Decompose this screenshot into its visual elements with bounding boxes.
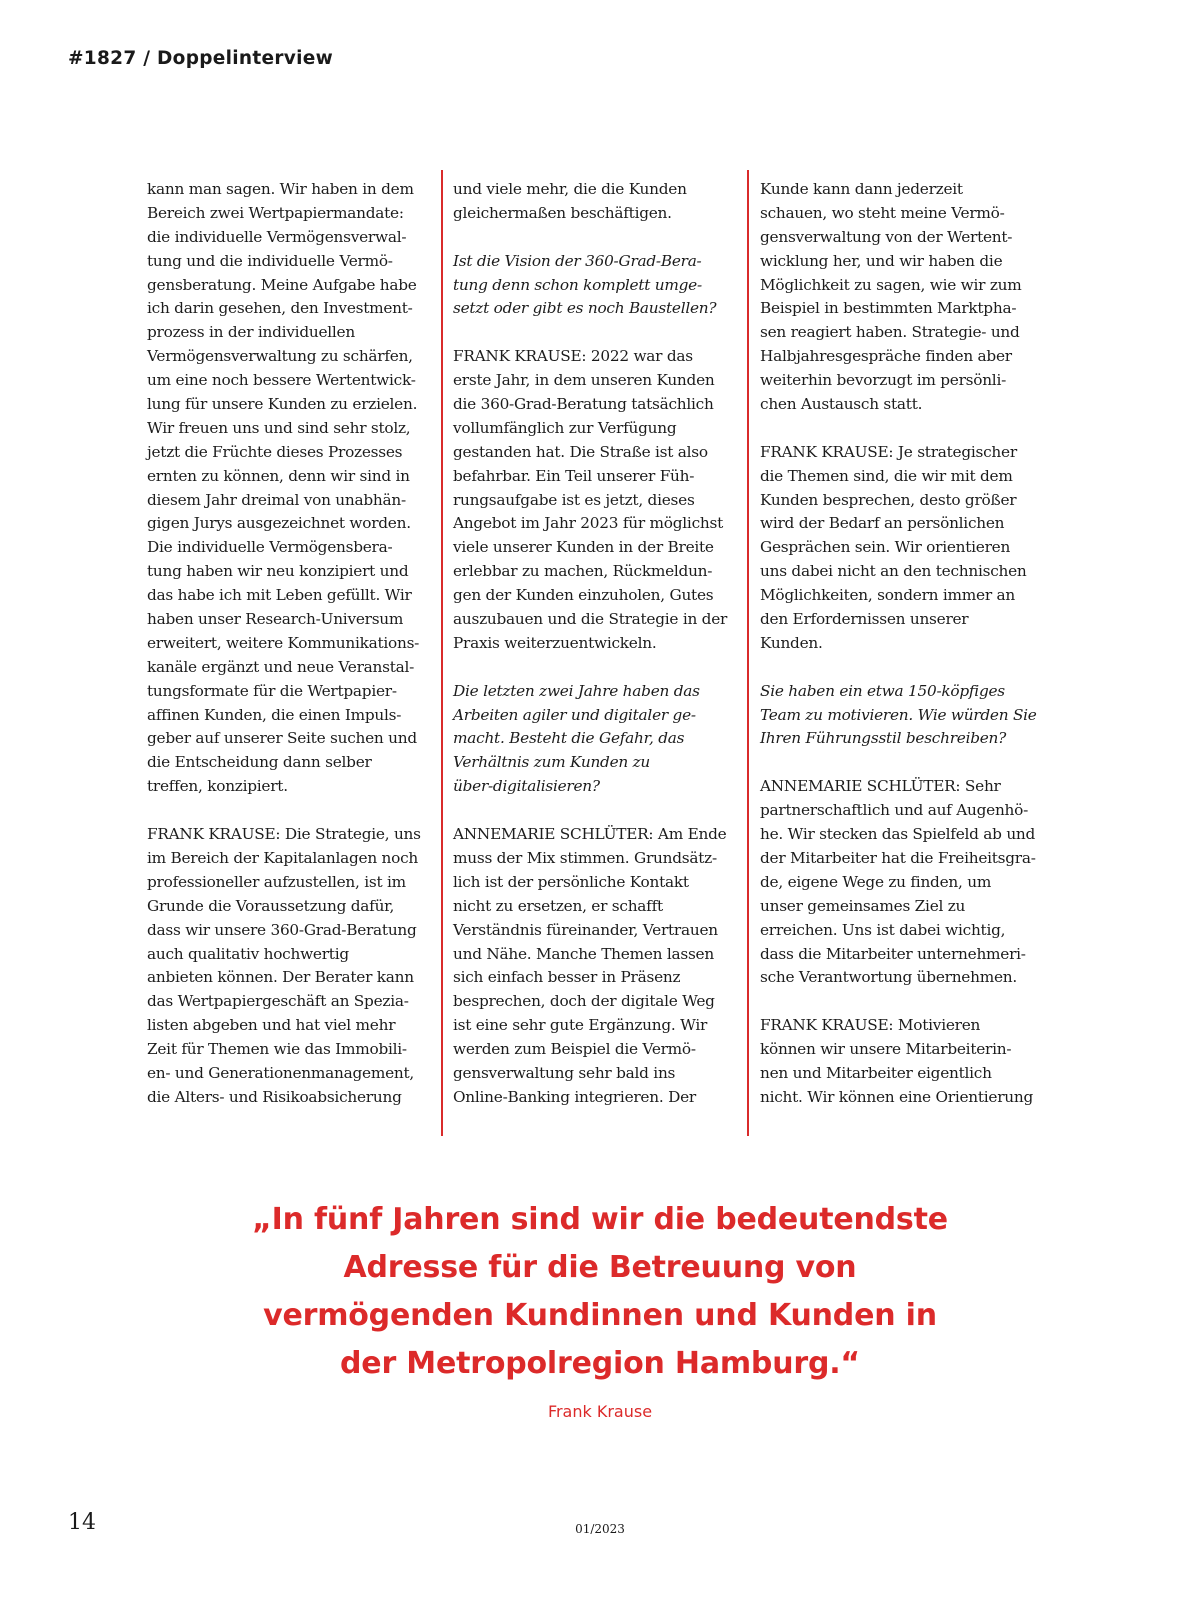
text-line: über-digitalisieren? xyxy=(453,777,600,796)
text-line: gleichermaßen beschäftigen. xyxy=(453,203,672,222)
text-line: haben unser Research-Universum xyxy=(147,610,404,629)
text-line: das habe ich mit Leben gefüllt. Wir xyxy=(147,586,412,605)
interview-question xyxy=(453,680,737,799)
pull-quote-attribution: Frank Krause xyxy=(547,1402,653,1421)
text-line: Gesprächen sein. Wir orientieren xyxy=(760,538,1011,557)
pull-quote-line: der Metropolregion Hamburg.“ xyxy=(340,1346,860,1381)
text-line: geber auf unserer Seite suchen und xyxy=(147,729,417,748)
issue-label: 01/2023 xyxy=(575,1522,625,1536)
text-line: im Bereich der Kapitalanlagen noch xyxy=(147,848,419,867)
text-line: auch qualitativ hochwertig xyxy=(147,944,349,963)
text-line: viele unserer Kunden in der Breite xyxy=(453,538,714,557)
text-line: sich einfach besser in Präsenz xyxy=(453,968,681,987)
paragraph-gap xyxy=(147,799,431,823)
pull-quote-line: „In fünf Jahren sind wir die bedeutendste xyxy=(252,1202,948,1237)
text-line: setzt oder gibt es noch Baustellen? xyxy=(453,299,717,318)
text-line: und viele mehr, die die Kunden xyxy=(453,180,687,198)
text-line: ANNEMARIE SCHLÜTER: Am Ende xyxy=(453,825,727,844)
text-line: anbieten können. Der Berater kann xyxy=(147,968,414,987)
text-line: ernten zu können, denn wir sind in xyxy=(147,466,410,485)
text-line: gensberatung. Meine Aufgabe habe xyxy=(147,275,417,294)
text-line: nicht. Wir können eine Orientierung xyxy=(760,1087,1034,1106)
text-line: dass die Mitarbeiter unternehmeri- xyxy=(760,944,1026,963)
text-line: befahrbar. Ein Teil unserer Füh- xyxy=(453,466,695,485)
text-line: vollumfänglich zur Verfügung xyxy=(453,418,677,437)
interview-answer xyxy=(760,441,1044,656)
interview-answer xyxy=(760,178,1044,417)
interview-answer xyxy=(760,775,1044,990)
text-line: lich ist der persönliche Kontakt xyxy=(453,872,689,891)
text-line: tungsformate für die Wertpapier- xyxy=(147,681,397,700)
paragraph-gap xyxy=(453,799,737,823)
text-column-1 xyxy=(147,178,431,1110)
text-line: Grunde die Voraussetzung dafür, xyxy=(147,896,395,915)
text-column-2 xyxy=(453,178,737,1110)
text-line: nen und Mitarbeiter eigentlich xyxy=(760,1063,992,1082)
page-header: #1827 / Doppelinterview xyxy=(68,48,334,69)
interview-answer xyxy=(147,823,431,1110)
text-line: gigen Jurys ausgezeichnet worden. xyxy=(147,514,411,533)
column-divider xyxy=(747,170,749,1136)
text-line: rungsaufgabe ist es jetzt, dieses xyxy=(453,490,695,509)
interview-question xyxy=(760,680,1044,752)
text-line: ich darin gesehen, den Investment- xyxy=(147,299,413,318)
paragraph-gap xyxy=(453,226,737,250)
text-line: he. Wir stecken das Spielfeld ab und xyxy=(760,825,1036,844)
text-line: gensverwaltung von der Wertent- xyxy=(760,227,1013,246)
text-line: treffen, konzipiert. xyxy=(147,777,288,796)
text-line: prozess in der individuellen xyxy=(147,323,355,342)
text-line: Die letzten zwei Jahre haben das xyxy=(453,681,700,700)
text-line: die individuelle Vermögensverwal- xyxy=(147,227,407,246)
text-line: Bereich zwei Wertpapiermandate: xyxy=(147,203,404,222)
text-line: Wir freuen uns und sind sehr stolz, xyxy=(147,418,411,437)
text-line: besprechen, doch der digitale Weg xyxy=(453,992,715,1011)
text-line: gensverwaltung sehr bald ins xyxy=(453,1063,676,1082)
text-line: Team zu motivieren. Wie würden Sie xyxy=(760,705,1037,724)
text-line: FRANK KRAUSE: Motivieren xyxy=(760,1016,981,1035)
text-line: professioneller aufzustellen, ist im xyxy=(147,872,406,891)
text-line: Ihren Führungsstil beschreiben? xyxy=(760,729,1007,748)
text-line: FRANK KRAUSE: Die Strategie, uns xyxy=(147,825,421,844)
text-line: sche Verantwortung übernehmen. xyxy=(760,968,1017,987)
text-line: unser gemeinsames Ziel zu xyxy=(760,896,966,915)
text-line: diesem Jahr dreimal von unabhän- xyxy=(147,490,406,509)
text-line: jetzt die Früchte dieses Prozesses xyxy=(147,442,403,461)
text-line: die Entscheidung dann selber xyxy=(147,753,372,772)
text-line: erweitert, weitere Kommunikations- xyxy=(147,633,420,652)
text-line: en- und Generationenmanagement, xyxy=(147,1063,415,1082)
interview-answer xyxy=(760,1014,1044,1110)
text-line: Arbeiten agiler und digitaler ge- xyxy=(453,705,696,724)
paragraph-gap xyxy=(760,990,1044,1014)
paragraph-gap xyxy=(453,656,737,680)
text-line: wird der Bedarf an persönlichen xyxy=(760,514,1005,533)
text-line: die 360-Grad-Beratung tatsächlich xyxy=(453,395,714,414)
text-line: muss der Mix stimmen. Grundsätz- xyxy=(453,848,717,867)
text-line: Verständnis füreinander, Vertrauen xyxy=(453,920,718,939)
paragraph-gap xyxy=(760,656,1044,680)
text-line: kann man sagen. Wir haben in dem xyxy=(147,180,414,198)
text-line: Beispiel in bestimmten Marktpha- xyxy=(760,299,1017,318)
text-line: das Wertpapiergeschäft an Spezia- xyxy=(147,992,409,1011)
text-line: Zeit für Themen wie das Immobili- xyxy=(147,1040,407,1059)
pull-quote xyxy=(150,1196,1050,1388)
text-line: tung haben wir neu konzipiert und xyxy=(147,562,409,581)
pull-quote-line: Adresse für die Betreuung von xyxy=(343,1250,857,1285)
text-line: partnerschaftlich und auf Augenhö- xyxy=(760,801,1029,820)
text-line: Kunde kann dann jederzeit xyxy=(760,180,963,198)
text-line: auszubauen und die Strategie in der xyxy=(453,610,728,629)
text-line: uns dabei nicht an den technischen xyxy=(760,562,1027,581)
interview-answer xyxy=(147,178,431,799)
text-line: Möglichkeiten, sondern immer an xyxy=(760,586,1015,605)
text-line: listen abgeben und hat viel mehr xyxy=(147,1016,396,1035)
text-line: Praxis weiterzuentwickeln. xyxy=(453,633,657,652)
paragraph-gap xyxy=(453,321,737,345)
text-line: kanäle ergänzt und neue Veranstal- xyxy=(147,657,415,676)
text-line: gestanden hat. Die Straße ist also xyxy=(453,442,708,461)
paragraph-gap xyxy=(760,417,1044,441)
text-line: Halbjahresgespräche finden aber xyxy=(760,347,1012,366)
text-line: den Erfordernissen unserer xyxy=(760,610,969,629)
text-line: tung und die individuelle Vermö- xyxy=(147,251,393,270)
text-line: sen reagiert haben. Strategie- und xyxy=(760,323,1020,342)
interview-answer xyxy=(453,345,737,656)
column-divider xyxy=(441,170,443,1136)
text-line: Vermögensverwaltung zu schärfen, xyxy=(147,347,413,366)
text-line: macht. Besteht die Gefahr, das xyxy=(453,729,685,748)
interview-answer xyxy=(453,178,737,226)
text-line: können wir unsere Mitarbeiterin- xyxy=(760,1040,1012,1059)
text-line: gen der Kunden einzuholen, Gutes xyxy=(453,586,714,605)
paragraph-gap xyxy=(760,751,1044,775)
pull-quote-line: vermögenden Kundinnen und Kunden in xyxy=(263,1298,937,1333)
text-line: ANNEMARIE SCHLÜTER: Sehr xyxy=(760,777,1001,796)
text-line: nicht zu ersetzen, er schafft xyxy=(453,896,663,915)
text-line: tung denn schon komplett umge- xyxy=(453,275,702,294)
text-line: die Alters- und Risikoabsicherung xyxy=(147,1087,402,1106)
text-line: Sie haben ein etwa 150-köpfiges xyxy=(760,681,1005,700)
text-line: dass wir unsere 360-Grad-Beratung xyxy=(147,920,417,939)
text-line: erreichen. Uns ist dabei wichtig, xyxy=(760,920,1006,939)
text-line: Möglichkeit zu sagen, wie wir zum xyxy=(760,275,1022,294)
text-line: erlebbar zu machen, Rückmeldun- xyxy=(453,562,713,581)
text-line: Kunden. xyxy=(760,633,823,652)
text-line: Ist die Vision der 360-Grad-Bera- xyxy=(453,251,702,270)
text-line: wicklung her, und wir haben die xyxy=(760,251,1003,270)
text-line: die Themen sind, die wir mit dem xyxy=(760,466,1013,485)
text-line: Verhältnis zum Kunden zu xyxy=(453,753,651,772)
text-line: Die individuelle Vermögensbera- xyxy=(147,538,393,557)
interview-answer xyxy=(453,823,737,1110)
text-line: chen Austausch statt. xyxy=(760,395,923,414)
text-line: weiterhin bevorzugt im persönli- xyxy=(760,371,1007,390)
text-line: Online-Banking integrieren. Der xyxy=(453,1087,696,1106)
text-line: erste Jahr, in dem unseren Kunden xyxy=(453,371,715,390)
text-line: werden zum Beispiel die Vermö- xyxy=(453,1040,696,1059)
text-column-3 xyxy=(760,178,1044,1110)
text-line: affinen Kunden, die einen Impuls- xyxy=(147,705,402,724)
text-line: ist eine sehr gute Ergänzung. Wir xyxy=(453,1016,708,1035)
text-line: FRANK KRAUSE: Je strategischer xyxy=(760,442,1017,461)
text-line: lung für unsere Kunden zu erzielen. xyxy=(147,395,418,414)
text-line: um eine noch bessere Wertentwick- xyxy=(147,371,416,390)
interview-question xyxy=(453,250,737,322)
text-line: schauen, wo steht meine Vermö- xyxy=(760,203,1005,222)
text-line: de, eigene Wege zu finden, um xyxy=(760,872,992,891)
text-line: Kunden besprechen, desto größer xyxy=(760,490,1017,509)
text-line: FRANK KRAUSE: 2022 war das xyxy=(453,347,693,366)
text-line: der Mitarbeiter hat die Freiheitsgra- xyxy=(760,848,1036,867)
text-line: Angebot im Jahr 2023 für möglichst xyxy=(453,514,723,533)
text-line: und Nähe. Manche Themen lassen xyxy=(453,944,714,963)
page-number: 14 xyxy=(68,1510,96,1535)
